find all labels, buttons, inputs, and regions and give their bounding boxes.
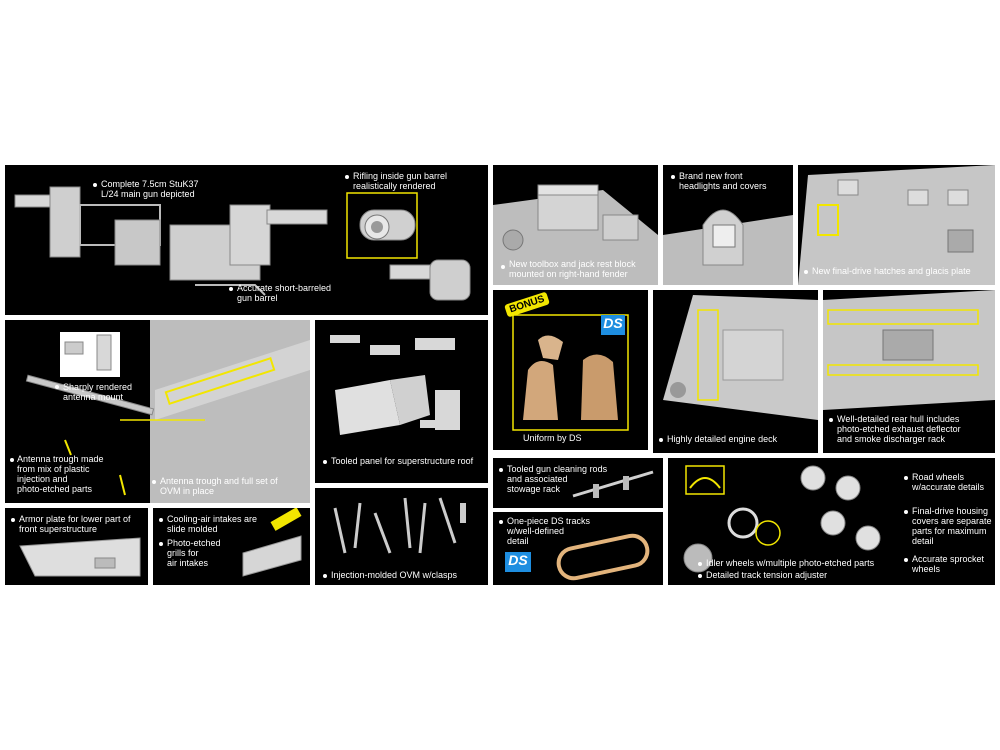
panel-glacis — [798, 165, 995, 285]
panel-armor-plate — [5, 508, 148, 585]
callout-dot — [499, 468, 503, 472]
caption-sprocket: Accurate sprocket wheels — [912, 554, 985, 574]
callout-dot — [159, 518, 163, 522]
ds-logo: DS — [601, 315, 625, 335]
bonus-badge: BONUS — [504, 292, 550, 318]
caption-tension-adjuster: Detailed track tension adjuster — [706, 570, 828, 580]
panel-tracks — [493, 512, 663, 585]
ds-logo: DS — [505, 552, 531, 572]
callout-dot — [499, 520, 503, 524]
caption-engine-deck: Highly detailed engine deck — [667, 434, 778, 444]
callout-dot — [93, 183, 97, 187]
callout-dot — [698, 574, 702, 578]
caption-antenna-trough: Antenna trough made from mix of plastic injection and photo-etched parts — [17, 454, 104, 494]
panel-cleaning-rods — [493, 458, 663, 508]
caption-rear-hull: Well-detailed rear hull includes photo-etched exhaust deflector and smoke discharger rack — [837, 414, 961, 444]
caption-ovm-clasps: Injection-molded OVM w/clasps — [331, 570, 458, 580]
callout-dot — [698, 562, 702, 566]
callout-dot — [55, 385, 59, 389]
caption-ds-tracks: One-piece DS tracks w/well-defined detail — [507, 516, 591, 546]
caption-toolbox: New toolbox and jack rest block mounted on right-hand fender — [509, 259, 636, 279]
panel-roof — [315, 320, 488, 483]
caption-roof-panel: Tooled panel for superstructure roof — [331, 456, 474, 466]
callout-dot — [904, 476, 908, 480]
panel-engine-deck — [653, 290, 818, 453]
caption-cleaning-rods: Tooled gun cleaning rods and associated stowage rack — [507, 464, 608, 494]
callout-dot — [323, 460, 327, 464]
callout-dot — [671, 175, 675, 179]
caption-rifling: Rifling inside gun barrel realistically rendered — [353, 171, 448, 191]
caption-idler-wheels: Idler wheels w/multiple photo-etched parts — [706, 558, 875, 568]
callout-dot — [804, 270, 808, 274]
caption-antenna-mount: Sharply rendered antenna mount — [63, 382, 133, 402]
callout-dot — [152, 480, 156, 484]
callout-dot — [501, 265, 505, 269]
panel-ovm-clasps — [315, 488, 488, 585]
panel-wheels — [668, 458, 995, 585]
caption-glacis: New final-drive hatches and glacis plate — [812, 266, 971, 276]
panel-antenna — [5, 320, 310, 503]
caption-uniform: Uniform by DS — [523, 433, 582, 443]
caption-photo-etched-grills: Photo-etched grills for air intakes — [167, 538, 221, 568]
caption-ovm-in-place: Antenna trough and full set of OVM in place — [160, 476, 278, 496]
callout-dot — [10, 458, 14, 462]
panel-intakes — [153, 508, 310, 585]
caption-road-wheels: Road wheels w/accurate details — [912, 472, 985, 492]
callout-dot — [229, 287, 233, 291]
callout-dot — [11, 518, 15, 522]
callout-dot — [904, 510, 908, 514]
callout-dot — [904, 558, 908, 562]
panel-main-gun — [5, 165, 488, 315]
caption-cooling-intakes: Cooling-air intakes are slide molded — [167, 514, 258, 534]
caption-main-gun: Complete 7.5cm StuK37 L/24 main gun depicted — [101, 179, 199, 199]
callout-dot — [659, 438, 663, 442]
caption-short-barrel: Accurate short-barreled gun barrel — [237, 283, 332, 303]
callout-dot — [159, 542, 163, 546]
caption-final-drive: Final-drive housing covers are separate parts for maximum detail — [912, 506, 992, 546]
callout-dot — [829, 418, 833, 422]
callout-dot — [345, 175, 349, 179]
panel-toolbox — [493, 165, 658, 285]
caption-armor-plate: Armor plate for lower part of front superstructure — [19, 514, 131, 534]
panel-rear-hull — [823, 290, 995, 453]
panel-uniform — [493, 290, 648, 450]
callout-dot — [323, 574, 327, 578]
caption-headlights: Brand new front headlights and covers — [679, 171, 767, 191]
panel-headlights — [663, 165, 793, 285]
engine-deck-illustration — [653, 290, 818, 453]
